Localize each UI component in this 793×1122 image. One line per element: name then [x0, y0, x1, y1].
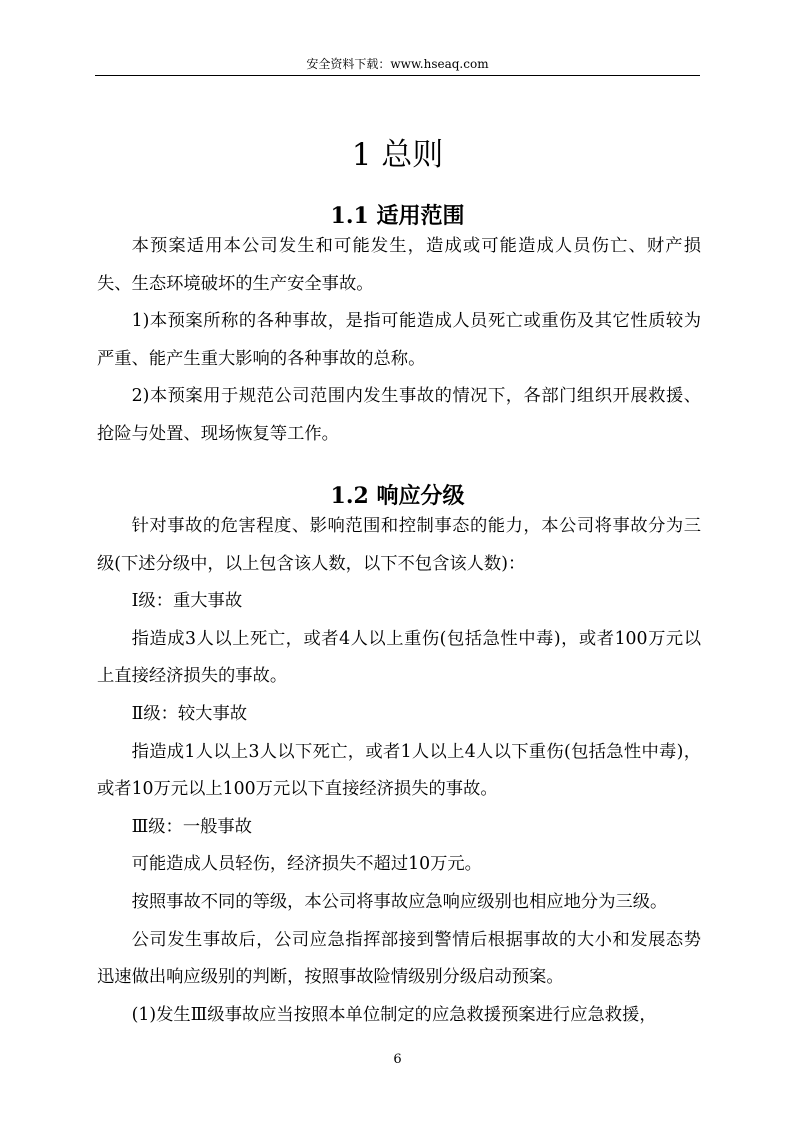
header-rule — [95, 75, 700, 76]
paragraph: 1)本预案所称的各种事故，是指可能造成人员死亡或重伤及其它性质较为严重、能产生重大影响的各种事故的总称。 — [97, 311, 701, 369]
section-body-scope — [97, 228, 701, 454]
paragraph: 可能造成人员轻伤，经济损失不超过10万元。 — [131, 854, 482, 875]
page-header: 安全资料下载：www.hseaq.com — [306, 57, 489, 71]
paragraph: 本预案适用本公司发生和可能发生，造成或可能造成人员伤亡、财产损失、生态环境破坏的生产安全事故。 — [97, 236, 701, 294]
paragraph: (1)发生Ⅲ级事故应当按照本单位制定的应急救援预案进行应急救援， — [131, 1004, 657, 1025]
paragraph: 指造成1人以上3人以下死亡，或者1人以上4人以下重伤(包括急性中毒)，或者10万元以上100万元以下直接经济损失的事故。 — [97, 741, 701, 800]
paragraph: 按照事故不同的等级，本公司将事故应急响应级别也相应地分为三级。 — [131, 891, 668, 912]
chapter-title: 1 总则 — [351, 137, 444, 173]
level-heading: Ⅱ级：较大事故 — [131, 703, 248, 724]
section-body-response-levels — [97, 508, 701, 1034]
section-title-scope: 1.1 适用范围 — [330, 203, 465, 229]
paragraph: 针对事故的危害程度、影响范围和控制事态的能力，本公司将事故分为三级(下述分级中，以上包含该人数，以下不包含该人数)： — [97, 516, 701, 574]
paragraph: 指造成3人以上死亡，或者4人以上重伤(包括急性中毒)，或者100万元以上直接经济损失的事故。 — [97, 628, 701, 687]
level-heading: Ⅲ级：一般事故 — [131, 816, 252, 837]
paragraph: 2)本预案用于规范公司范围内发生事故的情况下，各部门组织开展救援、抢险与处置、现场恢复等工作。 — [97, 386, 701, 444]
section-title-response-levels: 1.2 响应分级 — [330, 483, 465, 509]
page-number: 6 — [393, 1052, 402, 1067]
paragraph: 公司发生事故后，公司应急指挥部接到警情后根据事故的大小和发展态势迅速做出响应级别的判断，按照事故险情级别分级启动预案。 — [97, 929, 701, 988]
level-heading: Ⅰ级：重大事故 — [131, 591, 243, 612]
